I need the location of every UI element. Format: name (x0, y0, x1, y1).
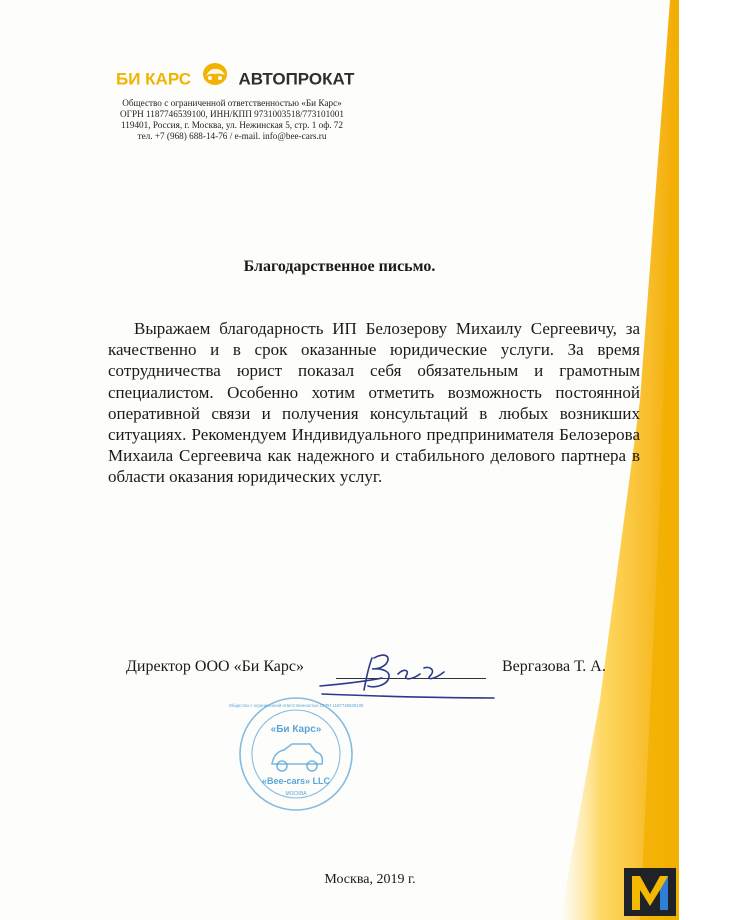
logo-brand-text: БИ КАРС (116, 69, 192, 89)
bee-cars-badge-icon (200, 62, 230, 98)
place-and-date: Москва, 2019 г. (324, 872, 416, 887)
company-line: тел. +7 (968) 688-14-76 / e-mail. info@bee-cars.ru (137, 131, 327, 141)
stamp-brand-bottom: «Bee-cars» LLC (261, 776, 331, 786)
signer-position: Директор ООО «Би Карс» (126, 658, 304, 675)
company-stamp (228, 694, 364, 814)
logo-subtitle-text: АВТОПРОКАТ (238, 69, 355, 89)
stamp-outer-text: Общество с ограниченной ответственностью ОГРН 1187746539100 (228, 703, 364, 708)
letter-title: Благодарственное письмо. (243, 258, 436, 275)
stamp-brand-top: «Би Карс» (270, 724, 322, 735)
company-line: Общество с ограниченной ответственностью «Би Карс» (122, 98, 342, 108)
company-requisites (112, 98, 352, 142)
company-line: 119401, Россия, г. Москва, ул. Нежинская 5, стр. 1 оф. 72 (121, 120, 343, 130)
stamp-city: МОСКВА (285, 791, 307, 797)
signer-name: Вергазова Т. А. (502, 658, 606, 675)
letter-body: Выражаем благодарность ИП Белозерову Михаилу Сергеевичу, за качественно и в срок оказанные юридические услуги. За время сотрудничества юрист показал себя обязательным и грамотным специалистом. Особенно хотим отметить возможность постоянной оперативной связи и получения консультаций в любых возникших ситуациях. Рекомендуем Индивидуального предпринимателя Белозерова Михаила Сергеевича как надежного и стабильного делового партнера в области оказания юридических услуг. (108, 319, 640, 487)
company-line: ОГРН 1187746539100, ИНН/КПП 9731003518/773101001 (120, 109, 344, 119)
company-logo (116, 62, 354, 96)
m-logo-icon (624, 868, 676, 916)
